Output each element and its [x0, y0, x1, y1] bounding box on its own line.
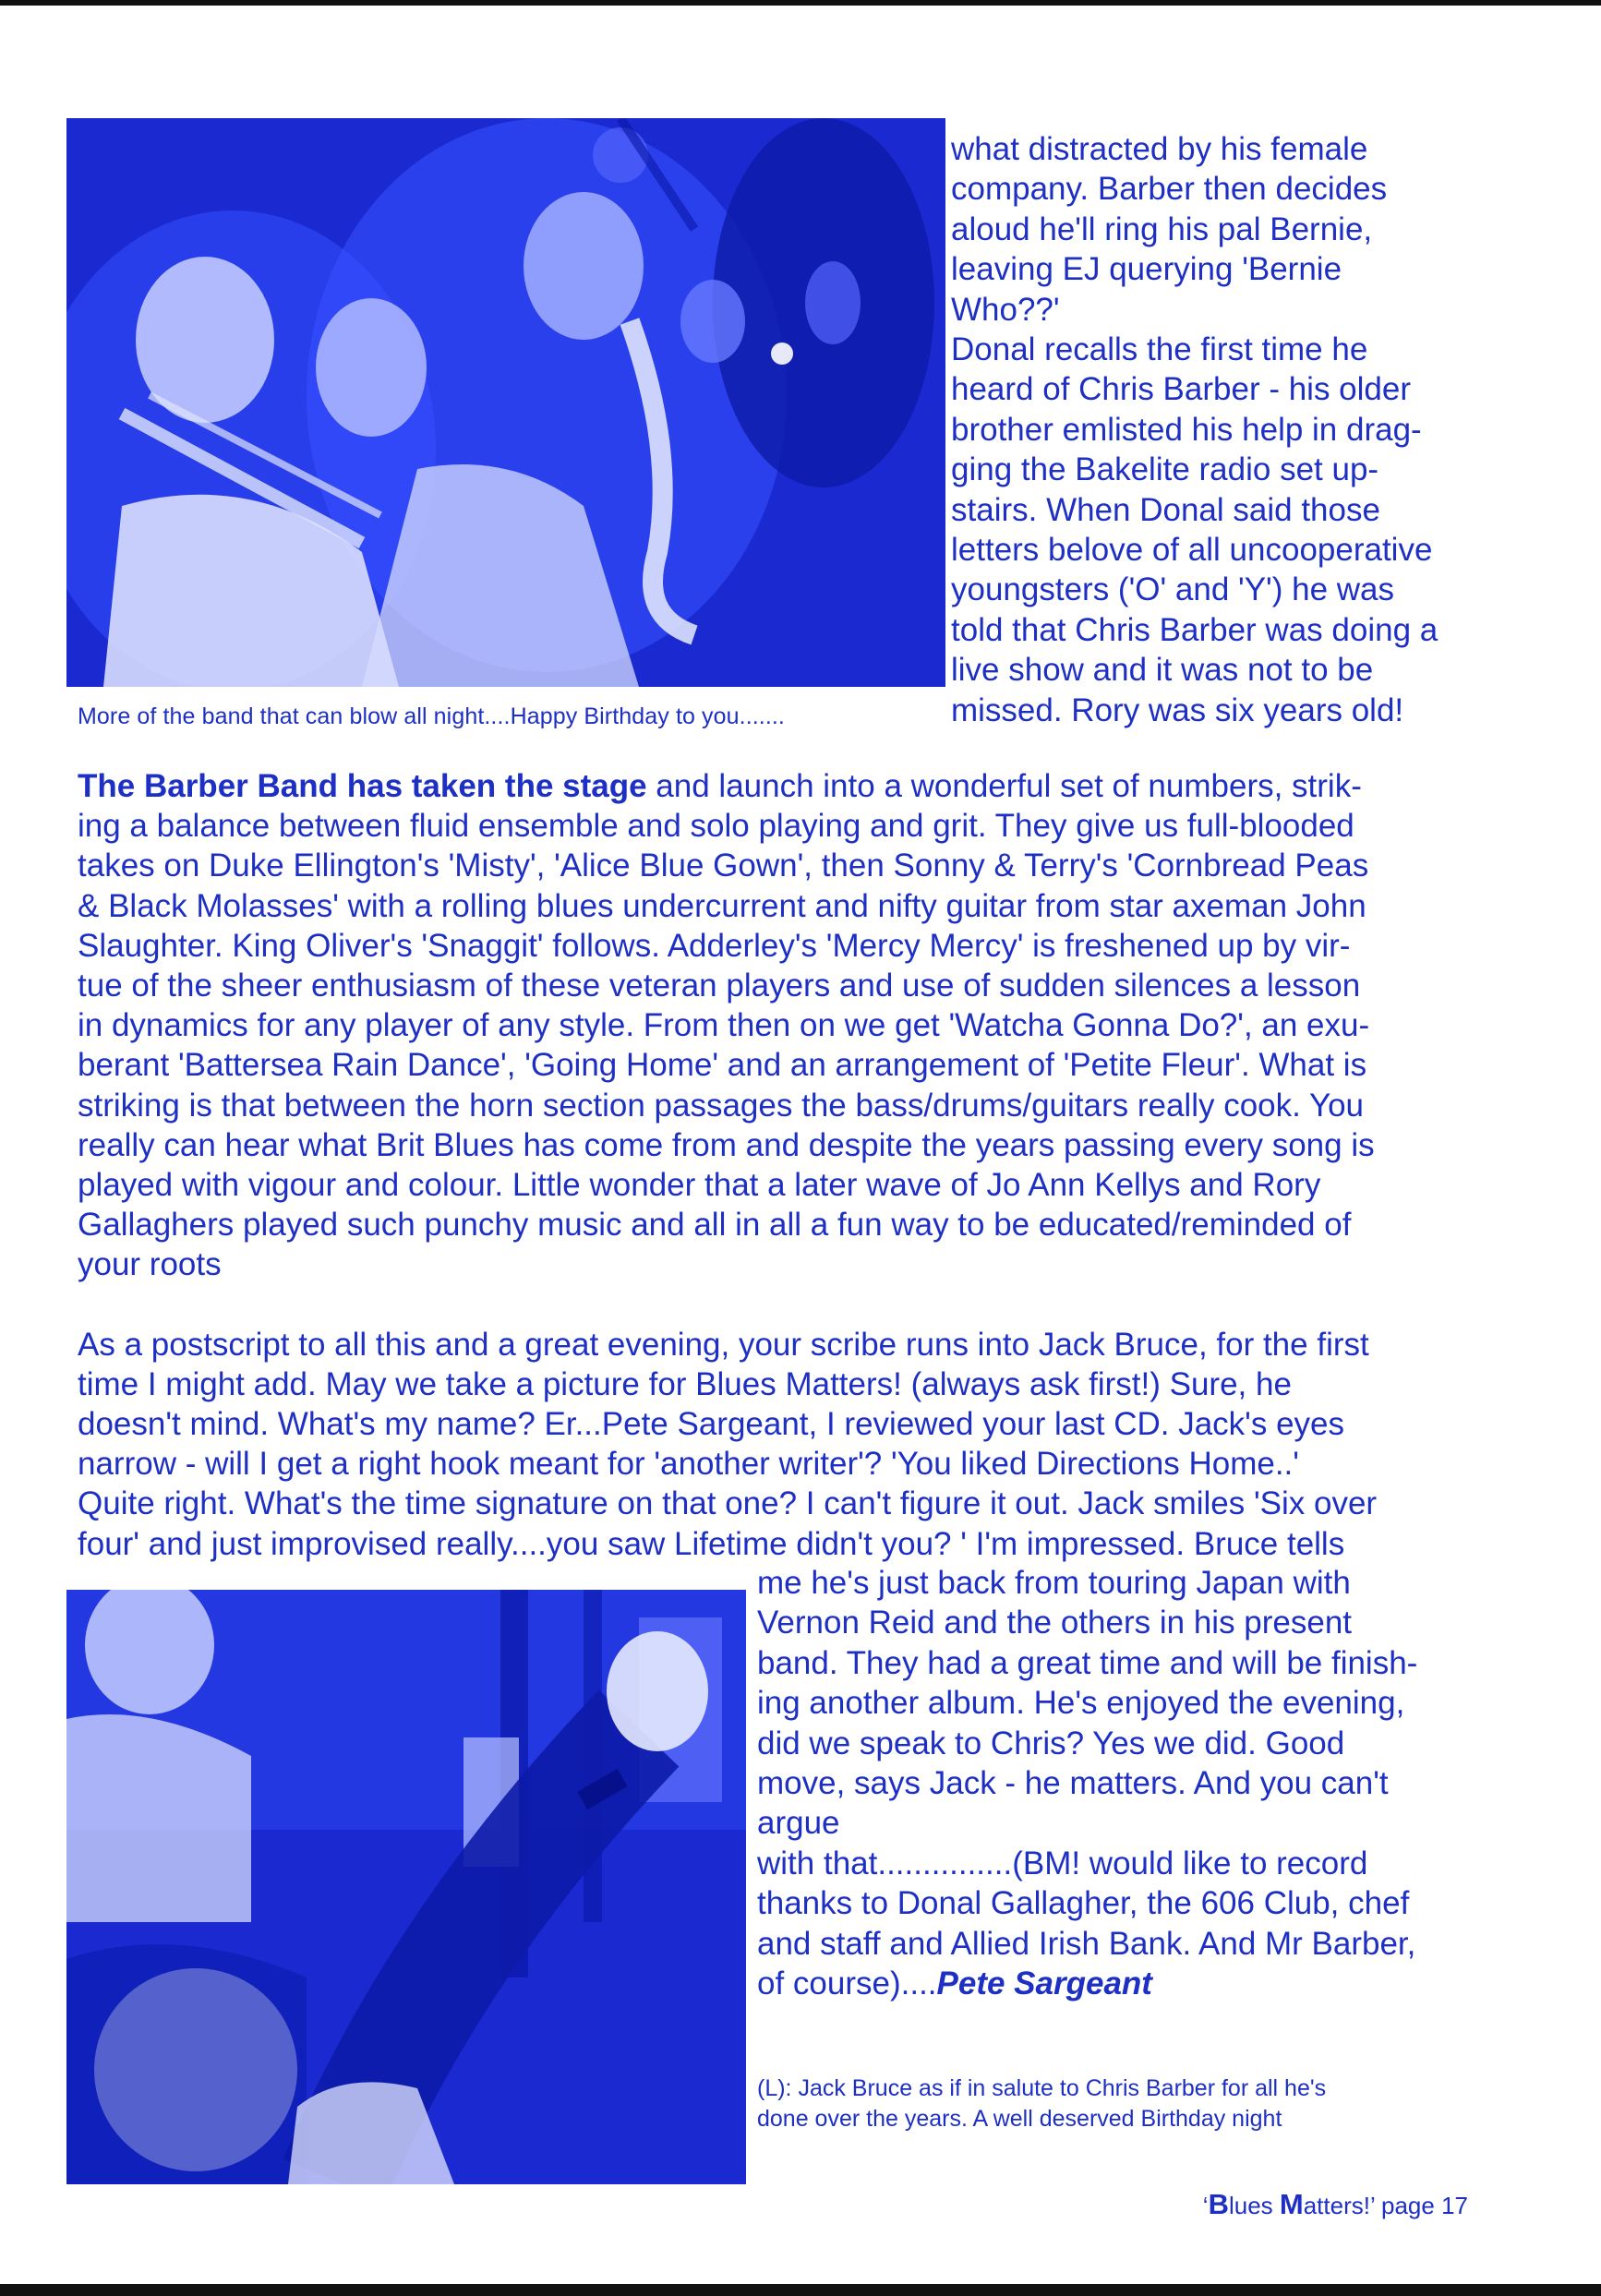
paragraph-line: As a postscript to all this and a great evening, your scribe runs into Jack Bruce, for the first [78, 1326, 1369, 1363]
paragraph-line: your roots [78, 1246, 222, 1283]
main-article-text [78, 766, 1481, 1564]
lower-column-line [757, 1964, 1496, 2003]
top-edge-bar [0, 0, 1601, 6]
paragraph-line: berant 'Battersea Rain Dance', 'Going Home' and an arrangement of 'Petite Fleur'. What is [78, 1047, 1367, 1084]
paragraph-line: played with vigour and colour. Little wonder that a later wave of Jo Ann Kellys and Rory [78, 1167, 1321, 1204]
lower-column-line: ing another album. He's enjoyed the evening, [757, 1685, 1405, 1722]
caption-line: done over the years. A well deserved Birthday night [757, 2106, 1282, 2132]
lead-in-text: The Barber Band has taken the stage [78, 768, 647, 804]
footer-m-cap: M [1279, 2188, 1304, 2220]
footer-b-cap: B [1208, 2188, 1229, 2220]
right-column-line: what distracted by his female [951, 131, 1368, 167]
footer-b-rest: lues [1228, 2192, 1280, 2219]
caption-line: (L): Jack Bruce as if in salute to Chris Barber for all he's [757, 2075, 1327, 2101]
jack-bruce-photo [66, 1590, 746, 2184]
paragraph-line [78, 766, 1481, 806]
right-column-line: aloud he'll ring his pal Bernie, [951, 210, 1373, 247]
paragraph-line: ing a balance between fluid ensemble and solo playing and grit. They give us full-blooded [78, 808, 1354, 845]
right-column-line: told that Chris Barber was doing a [951, 611, 1438, 648]
paragraph-line: narrow - will I get a right hook meant for 'another writer'? 'You liked Directions Home..' [78, 1446, 1299, 1483]
right-column-line: leaving EJ querying 'Bernie [951, 251, 1342, 288]
lower-column-line: me he's just back from touring Japan with [757, 1565, 1351, 1601]
paragraph-line: Gallaghers played such punchy music and all in all a fun way to be educated/reminded of [78, 1207, 1352, 1244]
jack-bruce-photo-caption [757, 2074, 1496, 2134]
lower-column-line: with that...............(BM! would like to record [757, 1845, 1368, 1881]
right-column-line: Donal recalls the first time he [951, 331, 1368, 368]
lower-column-line: Vernon Reid and the others in his present [757, 1605, 1353, 1641]
right-column-line: company. Barber then decides [951, 171, 1388, 208]
footer-open-quote: ‘ [1202, 2192, 1209, 2219]
paragraph-line: striking is that between the horn section passages the bass/drums/guitars really cook. You [78, 1087, 1365, 1124]
lower-column-line: band. They had a great time and will be finish- [757, 1644, 1418, 1681]
paragraph-line: Quite right. What's the time signature on that one? I can't figure it out. Jack smiles 'Six over [78, 1485, 1378, 1522]
paragraph-line: Slaughter. King Oliver's 'Snaggit' follows. Adderley's 'Mercy Mercy' is freshened up by vir- [78, 927, 1351, 964]
right-column-line: letters belove of all uncooperative [951, 532, 1433, 569]
bottom-edge-bar [0, 2284, 1601, 2296]
lower-column-line: argue [757, 1805, 840, 1842]
paragraph-line-rest: and launch into a wonderful set of numbers, strik- [646, 768, 1362, 804]
right-column-text [951, 129, 1597, 730]
right-column-line: heard of Chris Barber - his older [951, 371, 1411, 408]
paragraph-line: doesn't mind. What's my name? Er...Pete Sargeant, I reviewed your last CD. Jack's eyes [78, 1406, 1345, 1443]
jack-bruce-photo-illustration [66, 1590, 746, 2184]
footer-m-rest: atters!’ page 17 [1303, 2192, 1468, 2219]
paragraph-line: time I might add. May we take a picture for Blues Matters! (always ask first!) Sure, he [78, 1365, 1292, 1402]
paragraph-line: tue of the sheer enthusiasm of these veteran players and use of sudden silences a lesson [78, 968, 1361, 1004]
right-column-line: ging the Bakelite radio set up- [951, 451, 1379, 488]
lower-column-text [757, 1563, 1496, 2003]
right-column-line: brother emlisted his help in drag- [951, 411, 1422, 448]
paragraph-line: four' and just improvised really....you saw Lifetime didn't you? ' I'm impressed. Bruce tells [78, 1525, 1345, 1562]
right-column-line: live show and it was not to be [951, 652, 1374, 689]
page-footer [1200, 2188, 1468, 2221]
right-column-line: missed. Rory was six years old! [951, 691, 1404, 728]
lower-column-line: and staff and Allied Irish Bank. And Mr Barber, [757, 1925, 1416, 1962]
paragraph-line: in dynamics for any player of any style. From then on we get 'Watcha Gonna Do?', an exu- [78, 1007, 1370, 1044]
right-column-line: stairs. When Donal said those [951, 491, 1380, 528]
lower-column-line: move, says Jack - he matters. And you can't [757, 1765, 1389, 1802]
band-photo [66, 118, 945, 687]
lower-column-line: did we speak to Chris? Yes we did. Good [757, 1725, 1345, 1761]
paragraph-line: & Black Molasses' with a rolling blues undercurrent and nifty guitar from star axeman John [78, 887, 1366, 924]
lower-column-line-text: of course).... [757, 1965, 937, 2002]
author-signature: Pete Sargeant [936, 1965, 1152, 2002]
paragraph-line: really can hear what Brit Blues has come from and despite the years passing every song is [78, 1126, 1375, 1163]
lower-column-line: thanks to Donal Gallagher, the 606 Club, chef [757, 1885, 1410, 1922]
right-column-line: youngsters ('O' and 'Y') he was [951, 571, 1395, 608]
right-column-line: Who??' [951, 291, 1060, 328]
band-photo-caption: More of the band that can blow all night....Happy Birthday to you....... [78, 703, 785, 729]
paragraph-line: takes on Duke Ellington's 'Misty', 'Alice Blue Gown', then Sonny & Terry's 'Cornbread Peas [78, 847, 1369, 884]
band-photo-illustration [66, 118, 945, 687]
